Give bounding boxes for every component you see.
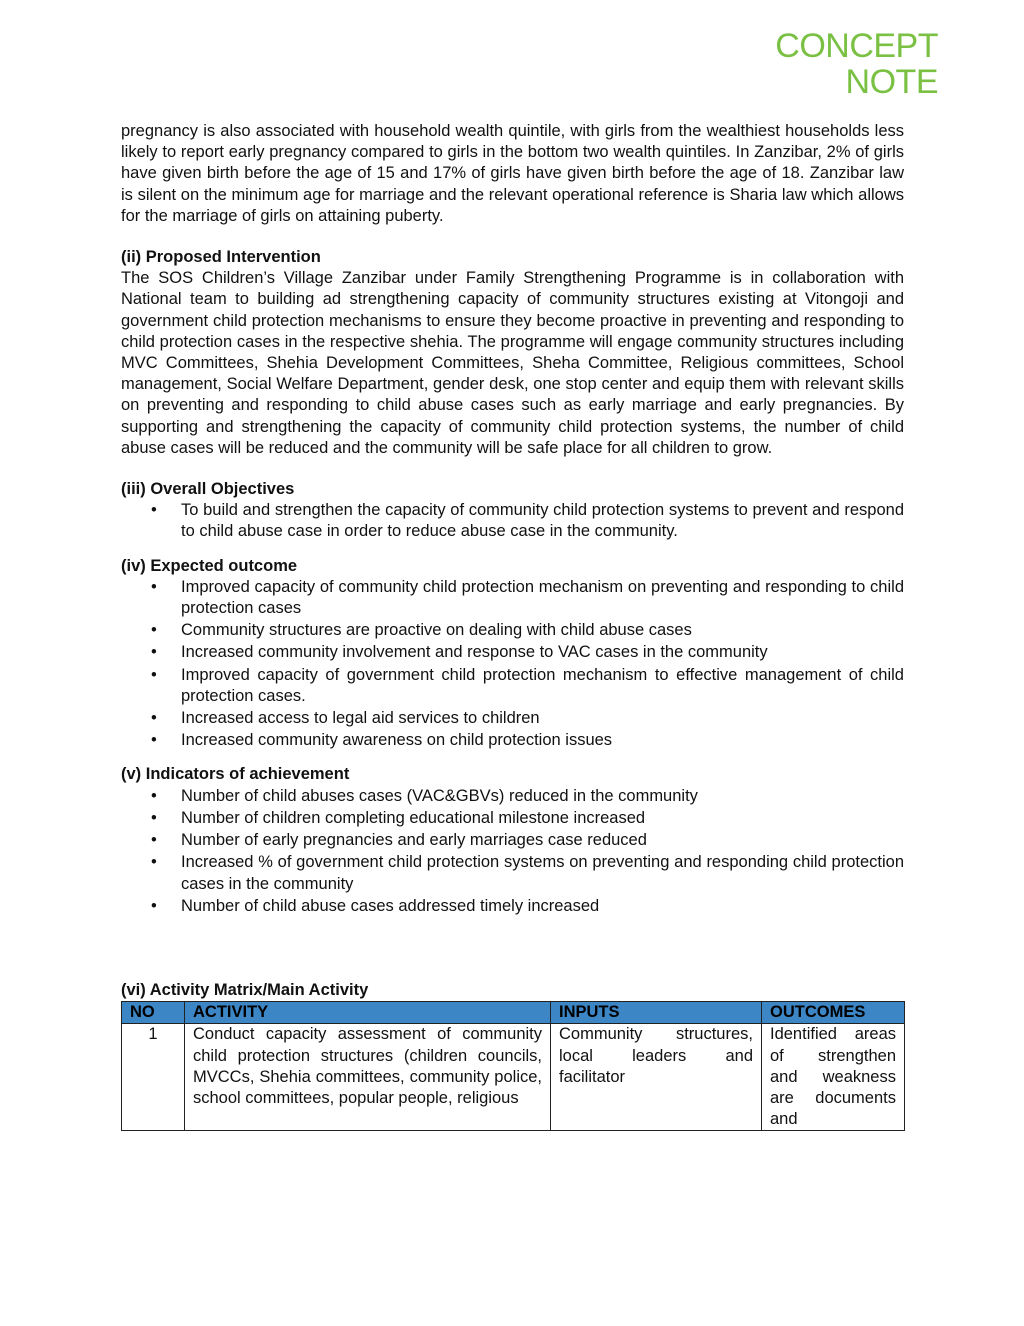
cell-outcomes: Identified areas of strengthen and weakness are documents and bbox=[762, 1024, 905, 1131]
activity-matrix-table bbox=[121, 1001, 905, 1131]
list-item: • Increased % of government child protection systems on preventing and responding child protection cases in the community bbox=[151, 853, 904, 893]
list-item: • Number of child abuses cases (VAC&GBVs) reduced in the community bbox=[121, 786, 904, 807]
bullet-icon: • bbox=[151, 853, 157, 872]
cell-activity: Conduct capacity assessment of community child protection structures (children councils, MVCCs, Shehia committees, community police, school committees, popular people, religious bbox=[185, 1024, 551, 1131]
list-item: • Improved capacity of community child protection mechanism on preventing and responding to child protection cases bbox=[151, 577, 904, 618]
list-item: • Community structures are proactive on dealing with child abuse cases bbox=[121, 620, 904, 641]
title-line-2: NOTE bbox=[845, 63, 938, 101]
section-heading-proposed-intervention: (ii) Proposed Intervention bbox=[121, 248, 321, 267]
list-item: • To build and strengthen the capacity of community child protection systems to prevent and respond to child abuse case in order to reduce abuse case in the community. bbox=[151, 501, 904, 541]
document-body bbox=[121, 121, 904, 1131]
bullet-icon: • bbox=[151, 577, 157, 596]
section-heading-activity-matrix: (vi) Activity Matrix/Main Activity bbox=[121, 980, 369, 999]
section-heading-overall-objectives: (iii) Overall Objectives bbox=[121, 480, 295, 499]
list-item: • Number of children completing educational milestone increased bbox=[121, 808, 904, 829]
objectives-list bbox=[121, 500, 904, 542]
table-row bbox=[122, 1024, 905, 1131]
list-item: • Increased access to legal aid services to children bbox=[121, 708, 904, 729]
column-header-outcomes: OUTCOMES bbox=[762, 1002, 905, 1024]
list-item: • Increased community awareness on child protection issues bbox=[121, 730, 904, 751]
column-header-inputs: INPUTS bbox=[551, 1002, 762, 1024]
concept-note-title bbox=[775, 28, 938, 100]
bullet-icon: • bbox=[151, 896, 157, 915]
column-header-no: NO bbox=[122, 1002, 185, 1024]
list-item: • Number of child abuse cases addressed timely increased bbox=[121, 896, 904, 917]
table-header-row bbox=[122, 1002, 905, 1024]
column-header-activity: ACTIVITY bbox=[185, 1002, 551, 1024]
title-line-1: CONCEPT bbox=[775, 27, 938, 65]
bullet-icon: • bbox=[151, 501, 157, 520]
bullet-icon: • bbox=[151, 621, 157, 640]
bullet-icon: • bbox=[151, 808, 157, 827]
bullet-icon: • bbox=[151, 643, 157, 662]
expected-outcome-list bbox=[121, 577, 904, 752]
bullet-icon: • bbox=[151, 831, 157, 850]
list-item: • Increased community involvement and response to VAC cases in the community bbox=[121, 642, 904, 663]
indicators-list bbox=[121, 786, 904, 917]
section-heading-indicators: (v) Indicators of achievement bbox=[121, 765, 350, 784]
list-item: • Number of early pregnancies and early marriages case reduced bbox=[121, 830, 904, 851]
list-item: • Improved capacity of government child protection mechanism to effective management of child protection cases. bbox=[151, 665, 904, 705]
bullet-icon: • bbox=[151, 786, 157, 805]
cell-inputs: Community structures, local leaders and facilitator bbox=[551, 1024, 762, 1131]
proposed-intervention-text: The SOS Children’s Village Zanzibar under Family Strengthening Programme is in collaboration with National team to building ad strengthening capacity of community structures existing at Vitongoji and government child protection mechanisms to ensure they become proactive in preventing and responding to child protection cases in the respective shehia. The programme will engage community structures including MVC Committees, Shehia Development Committees, Sheha Committee, Religious committees, School management, Social Welfare Department, gender desk, one stop center and equip them with relevant skills on preventing and responding to child abuse cases such as early marriage and early pregnancies. By supporting and strengthening the capacity of community child protection systems, the number of child abuse cases will be reduced and the community will be safe place for all children to grow. bbox=[121, 269, 904, 457]
bullet-icon: • bbox=[151, 731, 157, 750]
intro-paragraph: pregnancy is also associated with household wealth quintile, with girls from the wealthiest households less likely to report early pregnancy compared to girls in the bottom two wealth quintiles. In Zanzibar, 2% of girls have given birth before the age of 15 and 17% of girls have given birth before the age of 18. Zanzibar law is silent on the minimum age for marriage and the relevant operational reference is Sharia law which allows for the marriage of girls on attaining puberty. bbox=[121, 122, 904, 225]
section-heading-expected-outcome: (iv) Expected outcome bbox=[121, 556, 298, 575]
bullet-icon: • bbox=[151, 665, 157, 684]
bullet-icon: • bbox=[151, 709, 157, 728]
cell-no: 1 bbox=[122, 1024, 185, 1131]
